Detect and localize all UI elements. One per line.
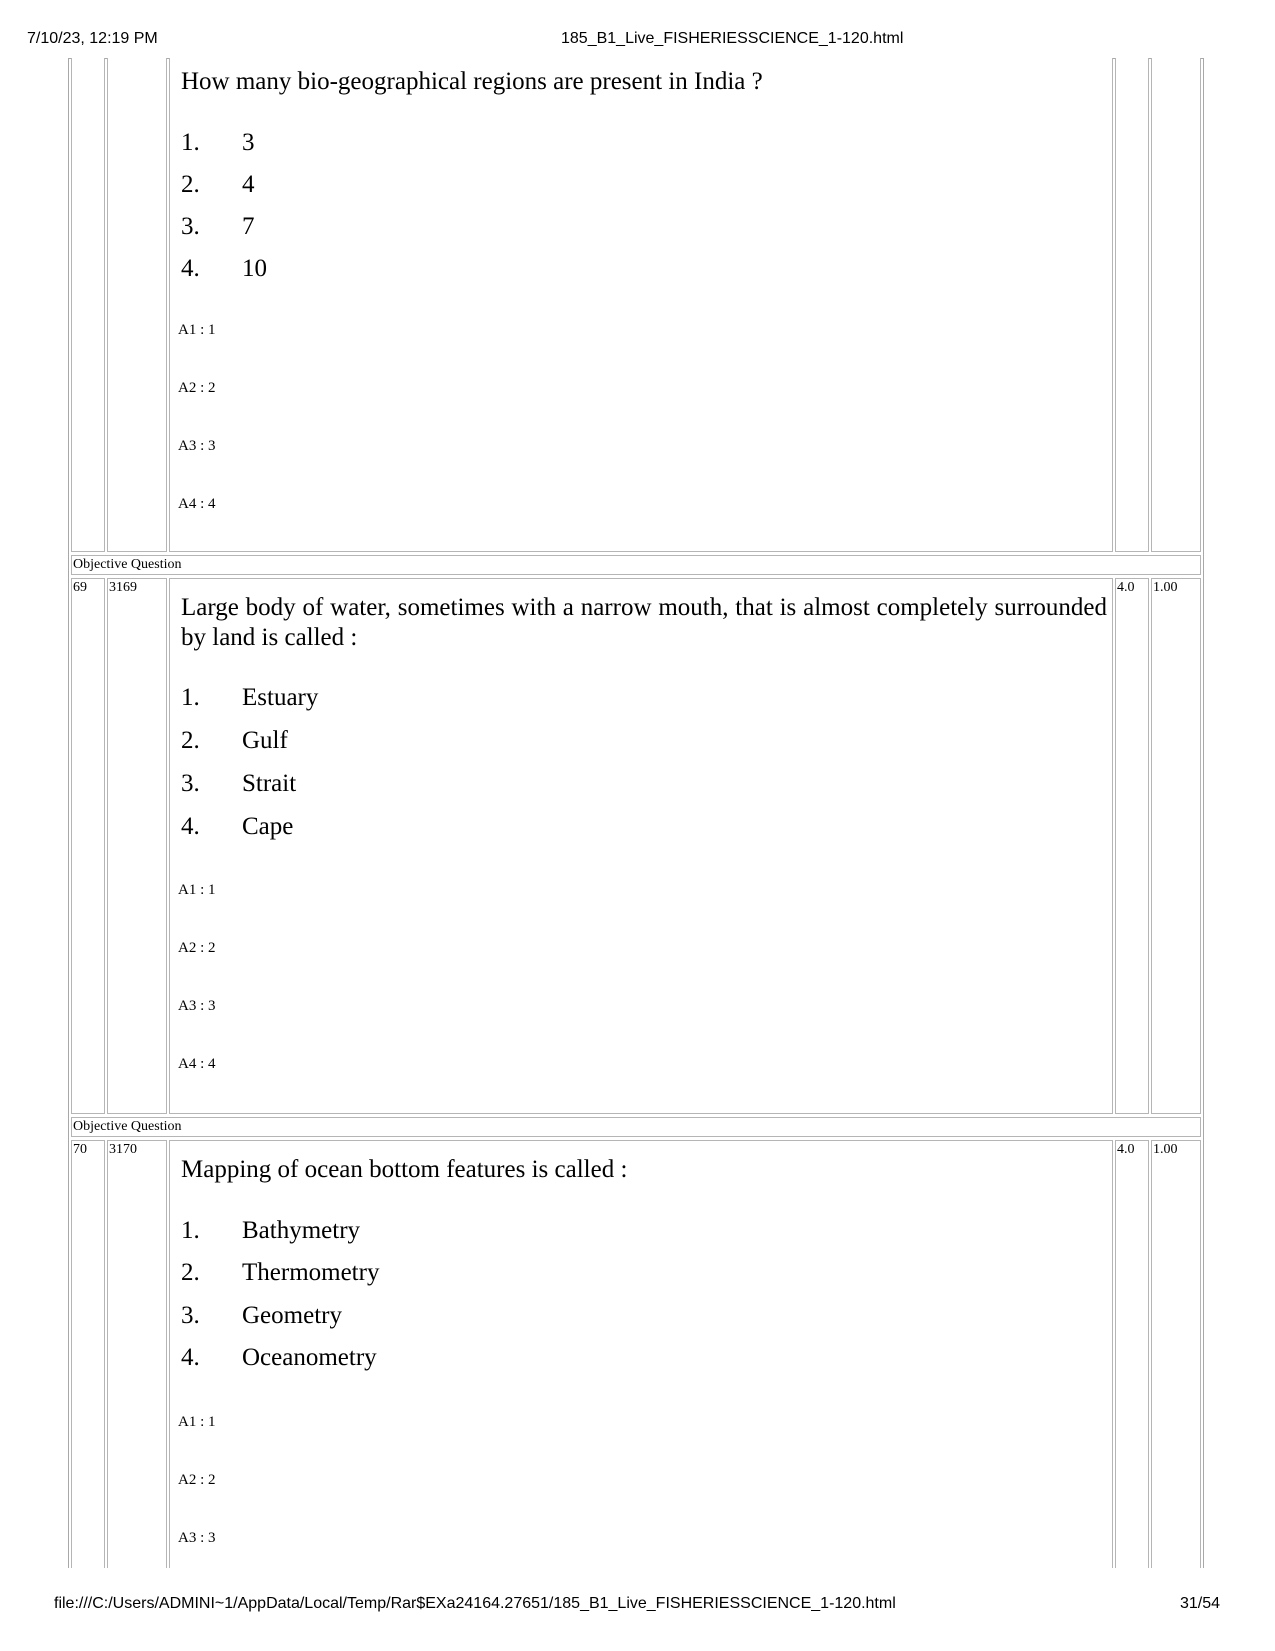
question-text: Mapping of ocean bottom features is called : bbox=[181, 1156, 628, 1183]
option-number: 2. bbox=[181, 727, 200, 754]
option-number: 1. bbox=[181, 129, 200, 156]
serial-number: 70 bbox=[73, 1142, 87, 1157]
option-text: Thermometry bbox=[242, 1259, 380, 1286]
option-text: Geometry bbox=[242, 1302, 342, 1329]
serial-number: 69 bbox=[73, 580, 87, 595]
question-type-row bbox=[71, 555, 1201, 575]
serial-cell bbox=[71, 58, 105, 552]
option-number: 1. bbox=[181, 1217, 200, 1244]
question-id-cell bbox=[107, 1140, 167, 1568]
answer-key: A1 : 1 bbox=[178, 322, 216, 338]
answer-key: A2 : 2 bbox=[178, 380, 216, 396]
serial-cell bbox=[71, 1140, 105, 1568]
option-number: 4. bbox=[181, 1344, 200, 1371]
file-path: file:///C:/Users/ADMINI~1/AppData/Local/Temp/Rar$EXa24164.27651/185_B1_Live_FISHERIESSCIENCE_1-120.html bbox=[54, 1595, 896, 1612]
option-number: 3. bbox=[181, 213, 200, 240]
option-text: 3 bbox=[242, 129, 255, 156]
question-body-cell bbox=[169, 58, 1113, 552]
answer-key: A3 : 3 bbox=[178, 438, 216, 454]
answer-key: A3 : 3 bbox=[178, 1530, 216, 1546]
option-text: Cape bbox=[242, 813, 294, 840]
marks-value: 4.0 bbox=[1117, 1142, 1135, 1157]
option-number: 4. bbox=[181, 255, 200, 282]
question-id-cell bbox=[107, 58, 167, 552]
negative-marks-cell bbox=[1151, 578, 1201, 1114]
option-text: Bathymetry bbox=[242, 1217, 361, 1244]
answer-key: A2 : 2 bbox=[178, 940, 216, 956]
question-id-cell bbox=[107, 578, 167, 1114]
option-text: Estuary bbox=[242, 684, 319, 711]
document-title: 185_B1_Live_FISHERIESSCIENCE_1-120.html bbox=[561, 30, 904, 47]
marks-cell bbox=[1115, 1140, 1149, 1568]
answer-key: A1 : 1 bbox=[178, 882, 216, 898]
question-body-cell bbox=[169, 578, 1113, 1114]
question-type-label: Objective Question bbox=[73, 557, 182, 572]
option-number: 4. bbox=[181, 813, 200, 840]
question-text: How many bio-geographical regions are present in India ? bbox=[181, 68, 763, 95]
answer-key: A2 : 2 bbox=[178, 1472, 216, 1488]
negative-marks-cell bbox=[1151, 1140, 1201, 1568]
marks-cell bbox=[1115, 58, 1149, 552]
negative-marks-value: 1.00 bbox=[1153, 1142, 1178, 1157]
option-number: 2. bbox=[181, 171, 200, 198]
answer-key: A4 : 4 bbox=[178, 496, 216, 512]
question-text: Large body of water, sometimes with a narrow mouth, that is almost completely surrounded by land is called : bbox=[181, 594, 1107, 651]
negative-marks-cell bbox=[1151, 58, 1201, 552]
question-id: 3169 bbox=[109, 580, 137, 595]
option-text: Strait bbox=[242, 770, 297, 797]
option-number: 3. bbox=[181, 770, 200, 797]
question-type-row bbox=[71, 1117, 1201, 1137]
negative-marks-value: 1.00 bbox=[1153, 580, 1178, 595]
question-id: 3170 bbox=[109, 1142, 137, 1157]
serial-cell bbox=[71, 578, 105, 1114]
answer-key: A1 : 1 bbox=[178, 1414, 216, 1430]
option-text: 7 bbox=[242, 213, 255, 240]
page-number: 31/54 bbox=[1180, 1595, 1221, 1612]
option-text: 10 bbox=[242, 255, 267, 282]
marks-cell bbox=[1115, 578, 1149, 1114]
print-datetime: 7/10/23, 12:19 PM bbox=[27, 30, 158, 47]
answer-key: A4 : 4 bbox=[178, 1056, 216, 1072]
option-text: Gulf bbox=[242, 727, 288, 754]
option-number: 2. bbox=[181, 1259, 200, 1286]
question-type-label: Objective Question bbox=[73, 1119, 182, 1134]
option-text: 4 bbox=[242, 171, 255, 198]
marks-value: 4.0 bbox=[1117, 580, 1135, 595]
option-number: 1. bbox=[181, 684, 200, 711]
option-number: 3. bbox=[181, 1302, 200, 1329]
option-text: Oceanometry bbox=[242, 1344, 377, 1371]
answer-key: A3 : 3 bbox=[178, 998, 216, 1014]
